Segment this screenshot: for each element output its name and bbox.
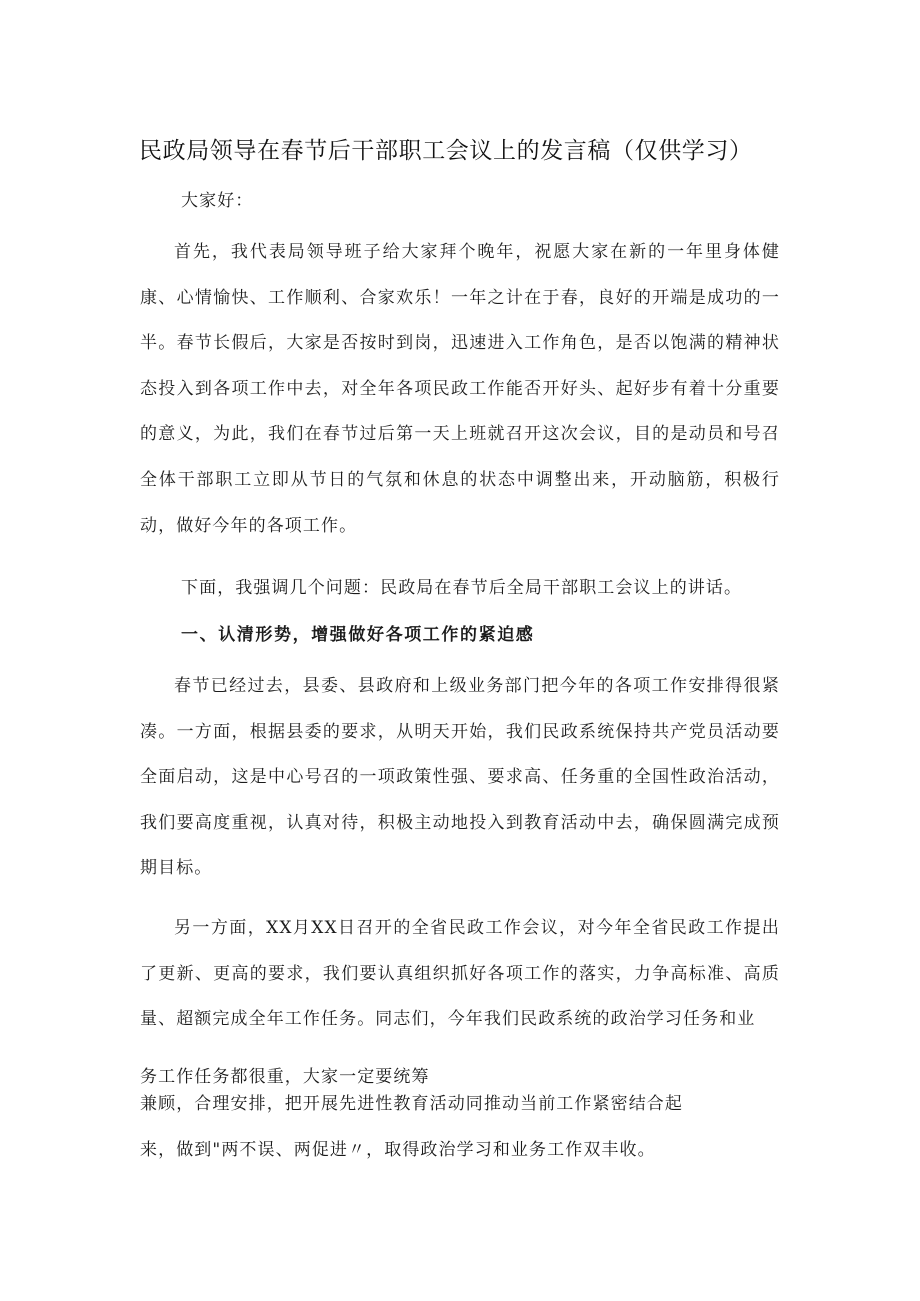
- paragraph-opening: 首先，我代表局领导班子给大家拜个晚年，祝愿大家在新的一年里身体健康、心情愉快、工作顺利、合家欢乐！一年之计在于春，良好的开端是成功的一半。春节长假后，大家是否按时到岗，迅速进入工作角色，是否以饱满的精神状态投入到各项工作中去，对全年各项民政工作能否开好头、起好步有着十分重要的意义，为此，我们在春节过后第一天上班就召开这次会议，目的是动员和号召全体干部职工立即从节日的气氛和休息的状态中调整出来，开动脑筋，积极行动，做好今年的各项工作。: [140, 242, 780, 536]
- paragraph-spring-festival: 春节已经过去，县委、县政府和上级业务部门把今年的各项工作安排得很紧凑。一方面，根据县委的要求，从明天开始，我们民政系统保持共产党员活动要全面启动，这是中心号召的一项政策性强、要求高、任务重的全国性政治活动，我们要高度重视，认真对待，积极主动地投入到教育活动中去，确保圆满完成预期目标。: [140, 676, 780, 879]
- greeting: 大家好：: [181, 191, 254, 211]
- tail-line-2: 兼顾，合理安排，把开展先进性教育活动同推动当前工作紧密结合起: [140, 1094, 683, 1114]
- section-heading-1: 一、认清形势，增强做好各项工作的紧迫感: [181, 625, 535, 645]
- tail-line-1: 务工作任务都很重，大家一定要统筹: [140, 1067, 430, 1087]
- document-title: 民政局领导在春节后干部职工会议上的发言稿（仅供学习）: [139, 138, 753, 164]
- tail-line-3: 来，做到"两不误、两促进〃，取得政治学习和业务工作双丰收。: [140, 1140, 656, 1160]
- paragraph-issues-intro: 下面，我强调几个问题：民政局在春节后全局干部职工会议上的讲话。: [181, 578, 743, 598]
- paragraph-provincial-meeting: 另一方面，XX月XX日召开的全省民政工作会议，对今年全省民政工作提出了更新、更高的要求，我们要认真组织抓好各项工作的落实，力争高标准、高质量、超额完成全年工作任务。同志们，今年我们民政系统的政治学习任务和业: [140, 918, 780, 1030]
